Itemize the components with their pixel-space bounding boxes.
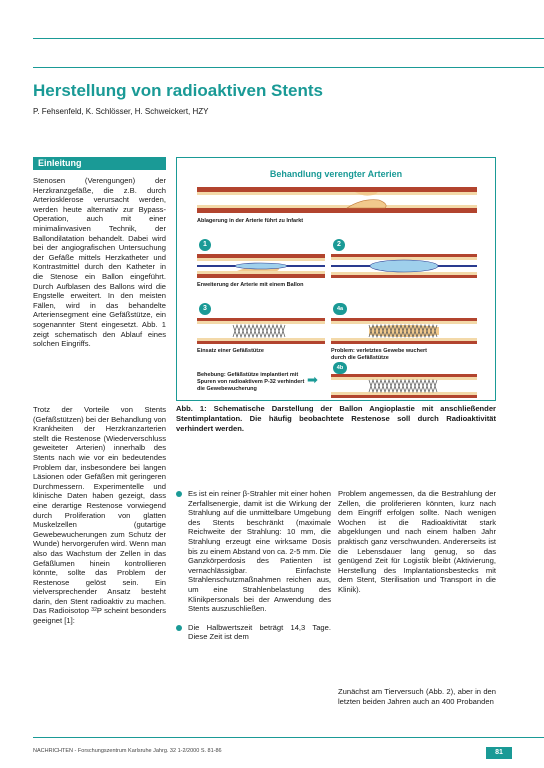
restenose-text-end: P scheint besonders geeignet [1]: xyxy=(33,606,166,626)
section-heading: Einleitung xyxy=(33,157,166,170)
label-stent: Einsatz einer Gefäßstütze xyxy=(197,348,264,354)
property-list xyxy=(176,489,331,651)
list-item: Die Halbwertszeit beträgt 14,3 Tage. Diese Zeit ist dem xyxy=(176,623,331,642)
figure-1 xyxy=(176,157,496,401)
page-number: 81 xyxy=(486,747,512,759)
balloon-insert-diagram xyxy=(197,254,325,278)
label-problem: Problem: verletztes Gewebe wuchert durch die Gefäßstütze xyxy=(331,348,427,361)
artery-plaque-diagram xyxy=(197,187,477,213)
label-plaque: Ablagerung in der Arterie führt zu Infarkt xyxy=(197,218,304,224)
stent-insert-diagram xyxy=(197,318,325,344)
bullet-icon xyxy=(176,491,182,497)
page-title: Herstellung von radioaktiven Stents xyxy=(33,81,324,100)
top-rule xyxy=(33,38,544,39)
halflife-paragraph: Problem angemessen, da die Bestrahlung der Zellen, die proliferieren könnten, kurz nach dem Eingriff erfolgen sollte. Nach wenigen Wochen ist die Radioaktivität stark abgeklungen und nach einem halben Jahr praktisch ganz verschwunden. Andererseits ist die Lebensdauer lang genug, so das genügend Zeit für Logistik bleibt (Aktivierung, Herstellung des Implantationsbestecks mit dem Stent, Sterilisation und Transport in die Klinik). xyxy=(338,489,496,594)
figure-caption: Abb. 1: Schematische Darstellung der Ballon Angioplastie mit anschließender Stentimplantation. Die häufig beobachtete Restenose soll durch Radioaktivität verhindert werden. xyxy=(176,404,496,433)
footer-rule xyxy=(33,737,544,738)
bullet-icon xyxy=(176,625,182,631)
footer-citation: NACHRICHTEN - Forschungszentrum Karlsruhe Jahrg. 32 1-2/2000 S. 81-86 xyxy=(33,748,222,754)
step-1-badge: 1 xyxy=(199,239,211,251)
authors: P. Fehsenfeld, K. Schlösser, H. Schweickert, HZY xyxy=(33,107,209,116)
arrow-right-icon: ➡ xyxy=(307,373,318,388)
label-solution: Behebung: Gefäßstütze implantiert mit Spuren von radioaktivem P-32 verhindert die Gewebewucherung xyxy=(197,372,305,392)
radioactive-stent-diagram xyxy=(331,374,477,398)
step-4b-badge: 4b xyxy=(333,362,347,374)
balloon-inflated-diagram xyxy=(331,254,477,278)
step-4a-badge: 4a xyxy=(333,303,347,315)
step-2-badge: 2 xyxy=(333,239,345,251)
label-balloon: Erweiterung der Arterie mit einem Ballon xyxy=(197,282,304,288)
restenose-paragraph xyxy=(33,405,166,626)
restenosis-diagram xyxy=(331,318,477,344)
restenose-text: Trotz der Vorteile von Stents (Gefäßstützen) bei der Behandlung von Krankheiten der Herzkranzarterien stellt die Restenose (Wiederverschluss geweiteter Arterien) innerhalb des Stents nach wie vor ein bedeutendes Problem dar, insbesondere bei langen Läsionen oder Gefäßen mit geringeren Durchmessern. Experimentelle und klinische Daten haben gezeigt, dass eine derartige Restenose vorwiegend durch Proliferation von glatten Muskelzellen (gutartige Gewebewucherungen zum Schutz der Wunde) hervorgerufen wird. Wenn man also das Wachstum der Zellen in das Gefäßlumen hinein kontrollieren könnte, sollte das Problem der Restenose gelöst sein. Ein vielversprechender Ansatz besteht darin, den Stent radioaktiv zu machen. Das Radioisotop xyxy=(33,405,166,616)
list-item: Es ist ein reiner β-Strahler mit einer hohen Zerfallsenergie, damit ist die Wirkung der Strahlung auf die unmittelbare Umgebung des Stents beschränkt (maximale Reichweite der Strahlung: 10 mm, die Strahlung erzeugt eine wirksame Dosis bis zu einem Abstand von ca. 2-5 mm. Die Ganzkörperdosis des Patienten ist vernachlässigbar. Einfachste Strahlenschutzmaßnahmen reichen aus, um eine Strahlenbelastung des Klinikpersonals bei der Anwendung des Stents auszuschließen. xyxy=(176,489,331,614)
title-rule xyxy=(33,67,544,68)
intro-paragraph: Stenosen (Verengungen) der Herzkranzgefäße, die z.B. durch Arteriosklerose verursacht werden, werden heute alternativ zur Bypass-Operation, auch mit einer minimalinvasiven Technik, der Ballondilatation behandelt. Dabei wird bei der angiografischen Untersuchung der Gefäße mittels Herzkatheter und Kontrastmittel durch den Katheter in die Stenose ein Ballon eingeführt. Durch Aufblasen des Ballons wird die Engstelle erweitert. In den meisten Fällen, wird in das behandelte Arteriensegment eine Gefäßstütze, ein sogenannter Stent eingesetzt. Abb. 1 zeigt schematisch den Ablauf eines solchen Eingriffs. xyxy=(33,176,166,349)
isotope-mass-number: 32 xyxy=(91,607,97,614)
step-3-badge: 3 xyxy=(199,303,211,315)
figure-title: Behandlung verengter Arterien xyxy=(269,169,403,179)
trial-paragraph: Zunächst am Tierversuch (Abb. 2), aber in den letzten beiden Jahren auch an 400 Probanden xyxy=(338,687,496,706)
